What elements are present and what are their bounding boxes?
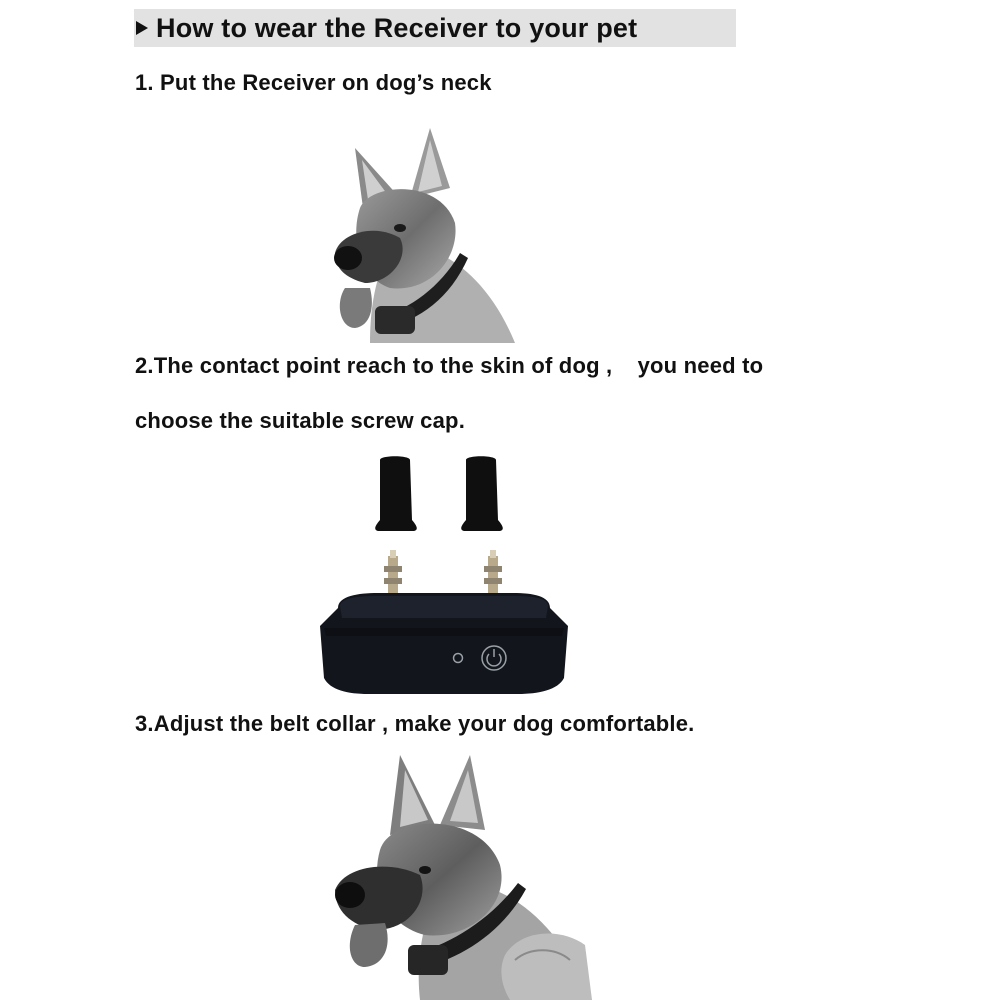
screw-caps-image [370,455,520,535]
contact-point-right [484,550,502,596]
contact-point-left [384,550,402,596]
dog-collar-adjust-image [330,755,595,1000]
screw-cap-right [461,456,503,531]
page-title: How to wear the Receiver to your pet [156,12,638,43]
title-bar [134,9,736,47]
step-2-text-line2: choose the suitable screw cap. [135,408,466,433]
screw-cap-left [375,456,417,531]
step-1-text: 1. Put the Receiver on dog’s neck [135,70,492,95]
step-2-text-line1: 2.The contact point reach to the skin of dog , you need to [135,353,764,378]
dog-with-collar-image [330,128,520,343]
step-3-text: 3.Adjust the belt collar , make your dog comfortable. [135,711,695,736]
receiver-device-image [318,548,570,698]
triangle-bullet-icon [136,21,148,35]
